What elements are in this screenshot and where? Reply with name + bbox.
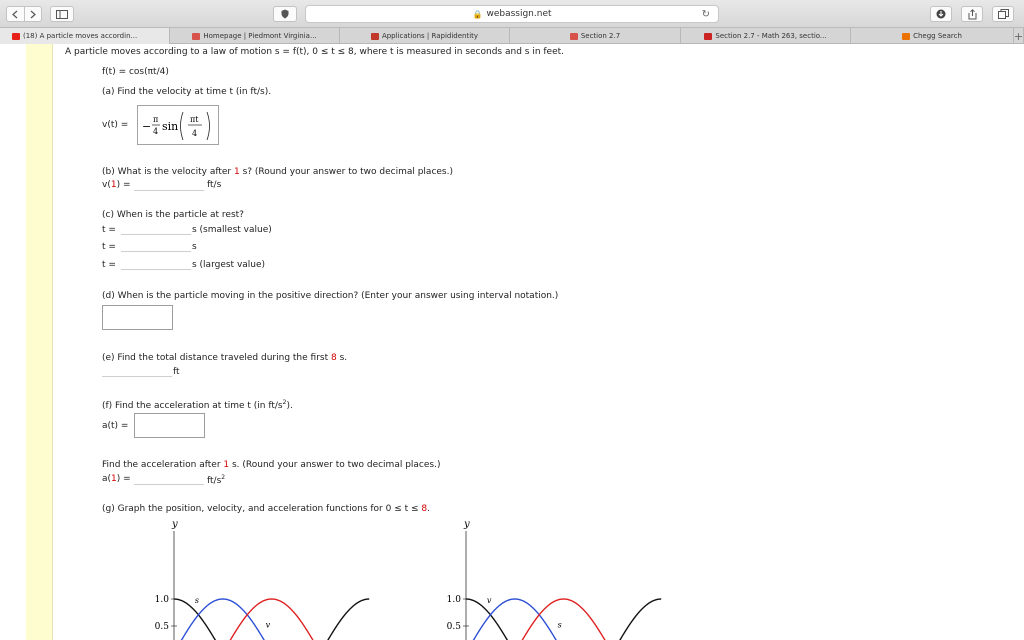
t1-input[interactable]	[121, 224, 191, 236]
share-icon	[968, 9, 977, 20]
tab-homepage[interactable]: Homepage | Piedmont Virginia...	[170, 28, 340, 44]
webassign-icon	[192, 33, 200, 40]
t3-label: t =	[102, 260, 116, 270]
problem-intro: A particle moves according to a law of motion s = f(t), 0 ≤ t ≤ 8, where t is measured in seconds and s in feet.	[65, 47, 565, 57]
svg-text:−: −	[142, 120, 152, 133]
tab-particle-question[interactable]: (18) A particle moves accordin...	[0, 28, 170, 44]
velocity-label: v(t) =	[102, 120, 129, 130]
curve-series-0	[466, 599, 661, 640]
tabs-icon	[998, 9, 1009, 19]
youtube-icon	[12, 33, 20, 40]
question-content	[0, 44, 1024, 640]
plus-icon: +	[1014, 29, 1024, 43]
t2-label: t =	[102, 242, 116, 252]
velocity-math-expression	[138, 106, 220, 146]
lock-icon: 🔒	[472, 9, 483, 19]
svg-text:π: π	[153, 115, 159, 124]
tab-section-27[interactable]: Section 2.7	[510, 28, 681, 44]
accel-after-prompt: Find the acceleration after 1 s. (Round your answer to two decimal places.)	[102, 460, 441, 470]
y-tick-label: 1.0	[154, 595, 169, 605]
address-bar[interactable]	[305, 5, 719, 23]
part-g-prompt: (g) Graph the position, velocity, and acceleration functions for 0 ≤ t ≤ 8.	[102, 504, 430, 514]
rapididentity-icon	[371, 33, 379, 40]
t3-input[interactable]	[121, 259, 191, 271]
curve-series-0	[174, 599, 369, 640]
a1-input[interactable]	[134, 474, 204, 486]
v1-row: v(1) =	[102, 180, 131, 190]
cengage-icon	[704, 33, 712, 40]
accel-label: a(t) =	[102, 421, 129, 431]
nav-buttons	[6, 6, 42, 22]
curve-series-2	[466, 599, 661, 640]
y-axis-label: y	[172, 519, 178, 530]
forward-icon[interactable]	[24, 7, 42, 21]
accel-input[interactable]	[134, 413, 205, 438]
svg-text:sin: sin	[162, 120, 179, 133]
sidebar-icon	[56, 10, 68, 19]
svg-text:4: 4	[153, 127, 159, 136]
distance-input[interactable]	[102, 366, 172, 378]
part-f-prompt: (f) Find the acceleration at time t (in $ft/s^2$).	[102, 399, 293, 411]
v1-unit: ft/s	[207, 180, 222, 190]
t1-label: t =	[102, 225, 116, 235]
v1-input[interactable]	[134, 180, 204, 192]
a1-row: a(1) =	[102, 474, 131, 484]
tab-section-27-math[interactable]: Section 2.7 - Math 263, sectio...	[681, 28, 851, 44]
curve-series-1	[174, 599, 369, 640]
t1-unit: s (smallest value)	[192, 225, 272, 235]
curve-series-2	[174, 599, 369, 640]
download-icon	[936, 9, 946, 19]
part-b-prompt: (b) What is the velocity after 1 s? (Round your answer to two decimal places.)	[102, 167, 453, 177]
shield-icon	[281, 9, 289, 19]
interval-input[interactable]	[102, 305, 173, 330]
tab-applications[interactable]: Applications | Rapididentity	[340, 28, 510, 44]
part-e-prompt: (e) Find the total distance traveled during the first 8 s.	[102, 353, 348, 363]
share-button[interactable]	[961, 6, 983, 22]
chegg-icon	[902, 33, 910, 40]
curve-label: s	[557, 620, 562, 630]
shield-button[interactable]	[273, 6, 297, 22]
part-d-prompt: (d) When is the particle moving in the positive direction? (Enter your answer using interval notation.)	[102, 291, 559, 301]
curve-label: s	[194, 596, 199, 605]
curve-label: v	[486, 596, 492, 605]
a1-unit: $ft/s^2$	[207, 474, 226, 486]
position-function: f(t) = cos(πt/4)	[102, 67, 169, 77]
part-c-prompt: (c) When is the particle at rest?	[102, 210, 244, 220]
new-tab-button[interactable]	[1014, 28, 1024, 44]
sidebar-toggle-button[interactable]	[50, 6, 74, 22]
webassign-icon	[570, 33, 578, 40]
graph-option-2[interactable]	[432, 519, 707, 640]
t2-unit: s	[192, 242, 197, 252]
curve-series-1	[466, 599, 661, 640]
part-a-prompt: (a) Find the velocity at time t (in ft/s).	[102, 87, 272, 97]
back-icon[interactable]	[7, 7, 24, 21]
tabs-button[interactable]	[992, 6, 1014, 22]
y-tick-label: 0.5	[446, 622, 461, 632]
download-button[interactable]	[930, 6, 952, 22]
curve-label: v	[265, 620, 271, 630]
distance-unit: ft	[173, 367, 180, 377]
graph-option-1[interactable]	[140, 519, 415, 640]
svg-text:πt: πt	[190, 115, 199, 124]
svg-text:4: 4	[192, 129, 198, 138]
browser-toolbar	[0, 0, 1024, 28]
t3-unit: s (largest value)	[192, 260, 266, 270]
y-axis-label: y	[464, 519, 470, 530]
address-text: webassign.net	[486, 9, 552, 19]
y-tick-label: 0.5	[154, 622, 169, 632]
y-tick-label: 1.0	[446, 595, 461, 605]
tab-chegg[interactable]: Chegg Search	[851, 28, 1014, 44]
t2-input[interactable]	[121, 241, 191, 253]
reload-icon[interactable]: ↻	[701, 9, 710, 20]
tab-bar	[0, 28, 1024, 44]
velocity-answer-box[interactable]	[137, 105, 219, 145]
